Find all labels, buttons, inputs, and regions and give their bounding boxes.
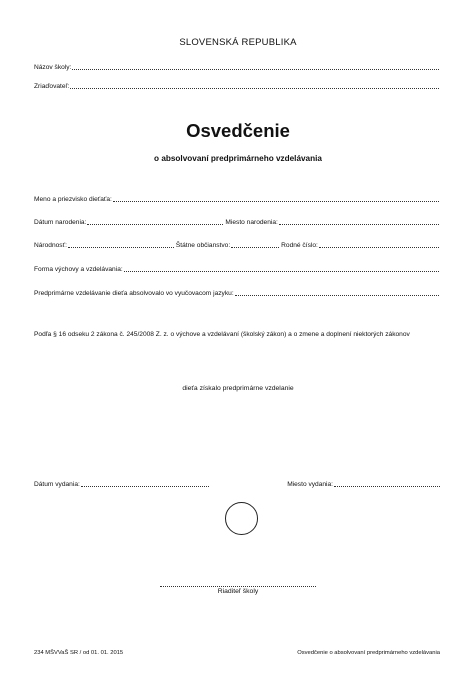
founder-field[interactable]	[70, 88, 439, 89]
nationality-row	[34, 242, 440, 249]
issue-row	[34, 481, 440, 488]
country-header: SLOVENSKÁ REPUBLIKA	[179, 37, 297, 48]
nationality-label: Národnosť:	[34, 242, 67, 249]
school-name-label: Názov školy:	[34, 64, 72, 71]
founder-row	[34, 83, 440, 90]
founder-label: Zriaďovateľ:	[34, 83, 70, 90]
school-name-field[interactable]	[72, 69, 439, 70]
footer-form-code: 234 MŠVVaŠ SR / od 01. 01. 2015	[34, 650, 124, 656]
birth-date-field[interactable]	[87, 224, 223, 225]
child-name-label: Meno a priezvisko dieťaťa:	[34, 196, 112, 203]
page-title: Osvedčenie	[186, 120, 290, 141]
education-form-label: Forma výchovy a vzdelávania:	[34, 266, 123, 273]
education-form-field[interactable]	[124, 271, 439, 272]
child-name-field[interactable]	[113, 201, 439, 202]
language-row	[34, 290, 440, 297]
achievement-statement: dieťa získalo predprimárne vzdelanie	[182, 385, 294, 392]
issue-place-field[interactable]	[334, 486, 440, 487]
stamp-circle	[225, 502, 258, 535]
issue-place-label: Miesto vydania:	[287, 481, 333, 488]
citizenship-label: Štátne občianstvo:	[175, 242, 231, 249]
birth-number-label: Rodné číslo:	[281, 242, 318, 249]
language-label: Predprimárne vzdelávanie dieťa absolvovalo vo vyučovacom jazyku:	[34, 290, 234, 297]
school-name-row	[34, 64, 440, 71]
birth-date-label: Dátum narodenia:	[34, 219, 87, 226]
signature-label: Riaditeľ školy	[217, 588, 259, 595]
language-field[interactable]	[235, 295, 439, 296]
nationality-field[interactable]	[68, 247, 174, 248]
birth-place-label: Miesto narodenia:	[225, 219, 278, 226]
signature-line[interactable]	[160, 586, 316, 587]
birth-number-field[interactable]	[319, 247, 439, 248]
issue-date-field[interactable]	[81, 486, 209, 487]
birth-row	[34, 219, 440, 226]
citizenship-field[interactable]	[231, 247, 279, 248]
birth-place-field[interactable]	[279, 224, 439, 225]
education-form-row	[34, 266, 440, 273]
page-subtitle: o absolvovaní predprimárneho vzdelávania	[154, 154, 322, 163]
issue-date-label: Dátum vydania:	[34, 481, 80, 488]
child-name-row	[34, 196, 440, 203]
legal-basis-text: Podľa § 16 odseku 2 zákona č. 245/2008 Z. z. o výchove a vzdelávaní (školský zákon) a o zmene a doplnení niektorých zákonov	[34, 331, 410, 338]
footer-form-title: Osvedčenie o absolvovaní predprimárneho vzdelávania	[297, 650, 440, 656]
